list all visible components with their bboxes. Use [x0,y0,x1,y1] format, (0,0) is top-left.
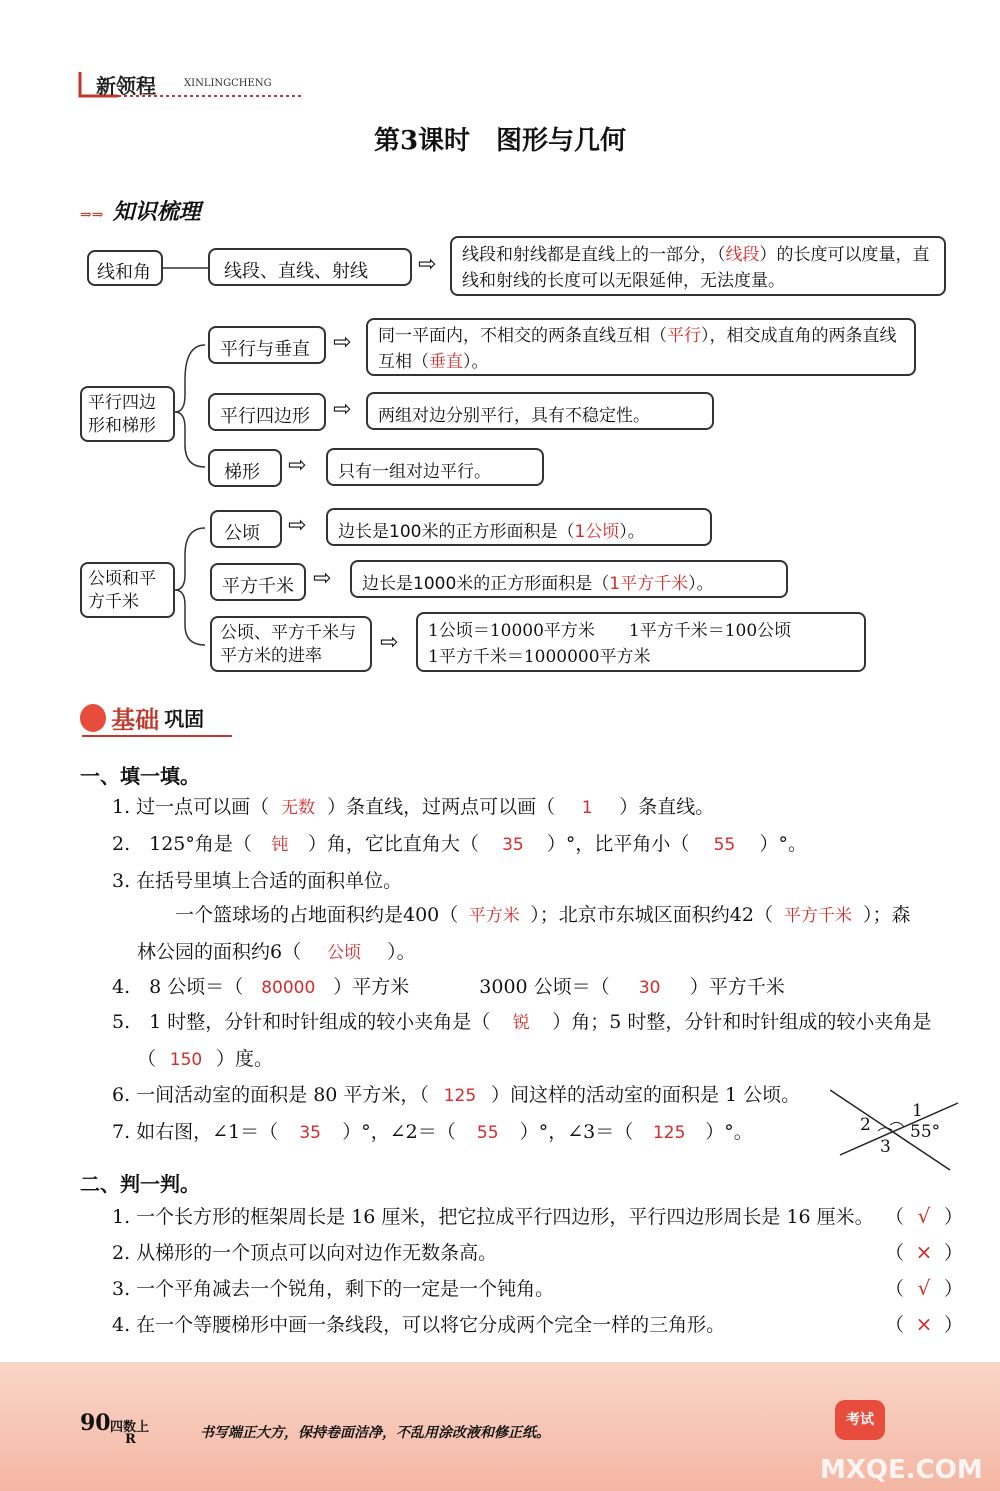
mascot-icon [80,704,106,732]
footer-edition: R [125,1432,136,1447]
root-parallelogram-trapezoid: 平行四边形和梯形 [80,386,175,442]
section-knowledge-title: 知识梳理 [112,199,201,225]
question-1: 1. 过一点可以画（ 无数 ）条直线，过两点可以画（ 1 ）条直线。 [112,796,715,818]
question-5: 5. 1 时整，分针和时针组成的较小夹角是（ 锐 ）角；5 时整，分针和时针组成的较小夹角是 [112,1011,932,1033]
judge-mark-2: （ × ） [885,1240,964,1264]
judge-item-1: 1. 一个长方形的框架周长是 16 厘米，把它拉成平行四边形，平行四边形周长是 16 厘米。 [112,1206,874,1228]
section-basic-b: 巩固 [164,707,205,731]
answer-text: 平行 [667,326,701,346]
footer-badge: 考试 [835,1400,885,1440]
desc-sqkm: 边长是1000米的正方形面积是（1平方千米）。 [350,560,788,598]
section-basic-a: 基础 [111,705,160,734]
question-3: 3. 在括号里填上合适的面积单位。 [112,870,403,892]
angle-label-2: 2 [860,1115,871,1135]
node-sqkm: 平方千米 [210,563,306,601]
judge-mark-1: （ √ ） [885,1204,964,1228]
question-4: 4. 8 公顷＝（ 80000 ）平方米 3000 公顷＝（ 30 ）平方千米 [112,976,785,998]
brand-name: 新领程 [96,74,156,98]
brand-pinyin: XINLINGCHENG [184,78,272,89]
answer-text: 垂直 [429,352,463,372]
section-basic-underline [82,735,232,737]
footer-grade: 四数上 [110,1420,150,1435]
desc-conversion-rate: 1公顷＝10000平方米 1平方千米＝100公顷 1平方千米＝1000000平方米 [416,612,866,672]
intersecting-lines-icon [830,1075,960,1175]
part2-heading: 二、判一判。 [80,1172,200,1196]
question-7: 7. 如右图，∠1＝（ 35 ）°，∠2＝（ 55 ）°，∠3＝（ 125 ）°。 [112,1121,753,1143]
judge-mark-3: （ √ ） [885,1276,964,1300]
node-parallel-perpendicular: 平行与垂直 [208,326,326,364]
desc-parallel-perpendicular: 同一平面内，不相交的两条直线互相（平行），相交成直角的两条直线互相（垂直）。 [366,318,916,376]
root-line-angle: 线和角 [87,250,163,286]
question-3-line-2: 林公园的面积约6（ 公顷 ）。 [137,941,416,963]
arrow-icon: ⇨ [333,330,352,355]
question-6: 6. 一间活动室的面积是 80 平方米，（ 125 ）间这样的活动室的面积是 1 公顷。 [112,1084,801,1106]
answer-text: 线段 [725,245,760,265]
angle-figure [830,1075,960,1175]
double-arrow-icon: ⇒⇒ [80,207,104,223]
node-parallelogram: 平行四边形 [208,393,326,431]
part1-heading: 一、填一填。 [80,764,200,788]
angle-label-1: 1 [912,1101,923,1121]
angle-label-3: 3 [880,1137,891,1157]
desc-line-angle: 线段和射线都是直线上的一部分，（线段）的长度可以度量，直线和射线的长度可以无限延伸，无法度量。 [450,236,946,296]
page-title: 第3课时 图形与几何 [373,126,627,156]
desc-hectare: 边长是100米的正方形面积是（1公顷）。 [326,508,712,546]
arrow-icon: ⇨ [380,630,399,655]
root-hectare-sqkm: 公顷和平方千米 [80,562,175,618]
angle-label-55: 55° [910,1122,941,1142]
judge-mark-4: （ × ） [885,1312,964,1336]
section-basic [80,700,204,735]
node-segment-line-ray: 线段、直线、射线 [208,248,412,286]
footer-page-number: 90 [80,1410,111,1436]
question-3-line-1: 一个篮球场的占地面积约是400（ 平方米 ）；北京市东城区面积约42（ 平方千米 ）；森 [175,904,911,926]
node-conversion-rate: 公顷、平方千米与平方米的进率 [210,616,372,672]
arrow-icon: ⇨ [418,252,437,277]
answer-text: 1公顷 [574,522,620,542]
judge-item-3: 3. 一个平角减去一个锐角，剩下的一定是一个钝角。 [112,1278,555,1300]
desc-parallelogram: 两组对边分别平行，具有不稳定性。 [366,392,714,430]
arrow-icon: ⇨ [333,397,352,422]
question-2: 2. 125°角是（ 钝 ）角，它比直角大（ 35 ）°，比平角小（ 55 ）°。 [112,833,807,855]
arrow-icon: ⇨ [313,566,332,591]
footer-watermark: MXQE.COM [820,1455,983,1485]
arrow-icon: ⇨ [288,513,307,538]
node-hectare: 公顷 [210,510,282,548]
footer-tip: 书写端正大方，保持卷面洁净，不乱用涂改液和修正纸。 [200,1425,550,1441]
arrow-icon: ⇨ [288,453,307,478]
judge-item-4: 4. 在一个等腰梯形中画一条线段，可以将它分成两个完全一样的三角形。 [112,1314,726,1336]
desc-trapezoid: 只有一组对边平行。 [326,448,544,486]
question-5-line-2: （ 150 ）度。 [137,1048,274,1070]
node-trapezoid: 梯形 [208,449,282,487]
judge-item-2: 2. 从梯形的一个顶点可以向对边作无数条高。 [112,1242,498,1264]
answer-text: 1平方千米 [609,574,689,594]
